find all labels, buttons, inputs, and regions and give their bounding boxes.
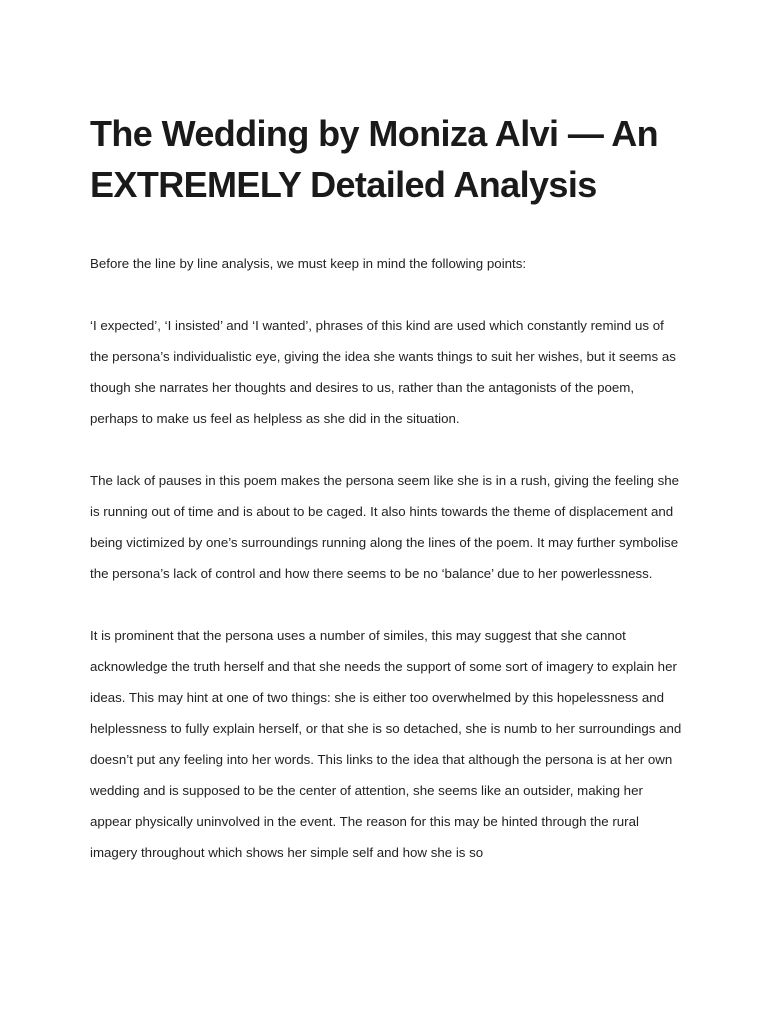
document-title: The Wedding by Moniza Alvi — An EXTREMELY Detailed Analysis xyxy=(90,113,659,205)
paragraph-similes: It is prominent that the persona uses a number of similes, this may suggest that she cannot acknowledge the truth herself and that she needs the support of some sort of imagery to explain her ideas. This may hint at one of two things: she is either too overwhelmed by this hopelessness and helplessness to fully explain herself, or that she is so detached, she is numb to her surroundings and doesn’t put any feeling into her words. This links to the idea that although the persona is at her own wedding and is supposed to be the center of attention, she seems like an outsider, making her appear physically uninvolved in the event. The reason for this may be hinted through the rural imagery throughout which shows her simple self and how she is so xyxy=(90,628,682,860)
document-body xyxy=(90,248,682,899)
document-page xyxy=(90,0,690,1024)
paragraph-individualism: ‘I expected’, ‘I insisted’ and ‘I wanted’, phrases of this kind are used which constantly remind us of the persona’s individualistic eye, giving the idea she wants things to suit her wishes, but it seems as though she narrates her thoughts and desires to us, rather than the antagonists of the poem, perhaps to make us feel as helpless as she did in the situation. xyxy=(90,318,676,426)
paragraph-pauses: The lack of pauses in this poem makes the persona seem like she is in a rush, giving the feeling she is running out of time and is about to be caged. It also hints towards the theme of displacement and being victimized by one’s surroundings running along the lines of the poem. It may further symbolise the persona’s lack of control and how there seems to be no ‘balance’ due to her powerlessness. xyxy=(90,473,680,581)
paragraph-intro: Before the line by line analysis, we must keep in mind the following points: xyxy=(90,256,527,271)
